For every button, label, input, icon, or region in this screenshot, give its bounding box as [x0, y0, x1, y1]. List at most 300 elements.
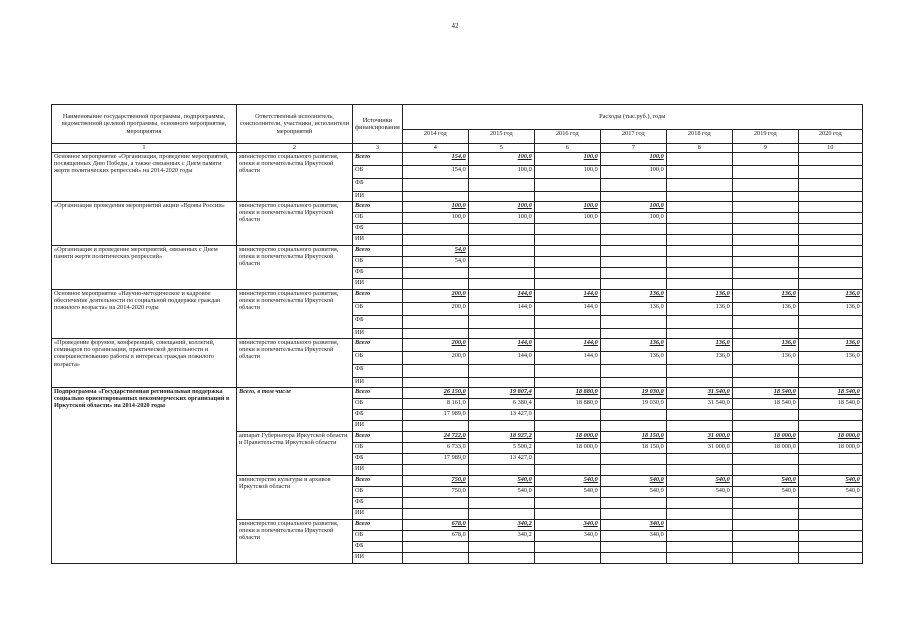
funding-source: ФБ	[353, 224, 403, 235]
executor: министерство социального развития, опеки и попечительства Иркутской области	[237, 153, 353, 202]
amount-cell: 750,0	[402, 476, 468, 487]
amount-cell: 6 380,4	[468, 399, 534, 410]
amount-cell: 100,0	[534, 202, 600, 213]
funding-source: Всего	[353, 153, 403, 166]
amount-cell	[402, 268, 468, 279]
amount-cell: 136,0	[666, 290, 732, 303]
amount-cell: 19 030,0	[600, 388, 666, 399]
amount-cell	[468, 246, 534, 257]
amount-cell: 31 540,0	[666, 399, 732, 410]
funding-source: ИИ	[353, 553, 403, 564]
amount-cell	[402, 542, 468, 553]
executor: аппарат Губернатора Иркутской области и Правительства Иркутской области	[237, 432, 353, 476]
amount-cell	[666, 378, 732, 388]
funding-source: ИИ	[353, 192, 403, 202]
amount-cell: 340,0	[600, 531, 666, 542]
amount-cell	[468, 421, 534, 432]
amount-cell: 136,0	[798, 303, 862, 316]
amount-cell	[798, 246, 862, 257]
amount-cell: 340,2	[468, 531, 534, 542]
amount-cell	[600, 553, 666, 564]
amount-cell	[468, 224, 534, 235]
amount-cell	[534, 421, 600, 432]
amount-cell: 136,0	[666, 303, 732, 316]
amount-cell: 18 540,0	[732, 399, 798, 410]
amount-cell	[732, 268, 798, 279]
funding-source: ФБ	[353, 498, 403, 509]
amount-cell	[666, 465, 732, 476]
amount-cell: 17 989,0	[402, 410, 468, 421]
header-year: 2019 год	[732, 130, 798, 144]
amount-cell	[402, 329, 468, 339]
amount-cell	[666, 410, 732, 421]
amount-cell: 18 540,0	[798, 399, 862, 410]
header-year: 2016 год	[534, 130, 600, 144]
amount-cell	[666, 153, 732, 166]
amount-cell: 136,0	[600, 352, 666, 365]
amount-cell: 18 150,0	[600, 432, 666, 443]
amount-cell	[666, 235, 732, 246]
amount-cell	[798, 213, 862, 224]
amount-cell	[534, 268, 600, 279]
amount-cell	[402, 224, 468, 235]
amount-cell	[468, 192, 534, 202]
item-name: «Организация и проведение мероприятий, связанных с Днем памяти жертв политических репрессий»	[52, 246, 237, 290]
funding-source: ИИ	[353, 465, 403, 476]
amount-cell	[468, 542, 534, 553]
amount-cell	[798, 365, 862, 378]
amount-cell	[732, 316, 798, 329]
item-name: Основное мероприятие «Научно-методическое и кадровое обеспечение деятельности по социальной поддержке граждан пожилого возраста» на 2014-2020 годы	[52, 290, 237, 339]
table-row	[52, 388, 863, 399]
funding-source: ИИ	[353, 378, 403, 388]
amount-cell: 340,2	[468, 520, 534, 531]
amount-cell: 540,0	[666, 476, 732, 487]
amount-cell: 540,0	[468, 487, 534, 498]
column-number: 6	[534, 144, 600, 153]
amount-cell	[732, 235, 798, 246]
executor: министерство социального развития, опеки и попечительства Иркутской области	[237, 290, 353, 339]
amount-cell: 678,0	[402, 520, 468, 531]
amount-cell	[732, 192, 798, 202]
funding-source: Всего	[353, 202, 403, 213]
amount-cell	[468, 465, 534, 476]
amount-cell: 100,0	[534, 153, 600, 166]
amount-cell	[600, 542, 666, 553]
funding-source: ОБ	[353, 352, 403, 365]
amount-cell	[468, 498, 534, 509]
amount-cell	[534, 498, 600, 509]
amount-cell	[732, 279, 798, 290]
amount-cell	[666, 421, 732, 432]
amount-cell: 200,0	[402, 339, 468, 352]
amount-cell	[666, 179, 732, 192]
amount-cell	[798, 465, 862, 476]
amount-cell	[732, 224, 798, 235]
funding-source: ФБ	[353, 542, 403, 553]
amount-cell: 54,0	[402, 257, 468, 268]
header-executor: Ответственный исполнитель, соисполнители, участники, исполнители мероприятий	[237, 105, 353, 144]
amount-cell	[402, 179, 468, 192]
amount-cell	[732, 542, 798, 553]
amount-cell	[666, 268, 732, 279]
amount-cell	[534, 542, 600, 553]
amount-cell	[666, 316, 732, 329]
amount-cell	[534, 179, 600, 192]
item-name: Основное мероприятие «Организация, проведение мероприятий, посвященных Дню Победы, а также связанных с Днем памяти жертв политических репрессий» на 2014-2020 годы	[52, 153, 237, 202]
amount-cell: 18 000,0	[798, 443, 862, 454]
amount-cell: 136,0	[798, 290, 862, 303]
funding-source: ИИ	[353, 279, 403, 290]
amount-cell: 6 733,0	[402, 443, 468, 454]
amount-cell	[600, 329, 666, 339]
amount-cell	[666, 166, 732, 179]
amount-cell	[666, 246, 732, 257]
header-year: 2017 год	[600, 130, 666, 144]
amount-cell	[666, 329, 732, 339]
amount-cell: 100,0	[534, 213, 600, 224]
amount-cell: 100,0	[600, 166, 666, 179]
amount-cell	[798, 268, 862, 279]
amount-cell: 136,0	[600, 339, 666, 352]
amount-cell	[534, 378, 600, 388]
amount-cell	[534, 224, 600, 235]
funding-source: ОБ	[353, 443, 403, 454]
amount-cell	[402, 498, 468, 509]
amount-cell: 144,0	[534, 339, 600, 352]
header-expenses: Расходы (тыс.руб.), годы	[402, 105, 862, 130]
amount-cell	[402, 365, 468, 378]
amount-cell	[666, 213, 732, 224]
amount-cell	[600, 509, 666, 520]
amount-cell: 540,0	[798, 476, 862, 487]
amount-cell	[732, 410, 798, 421]
amount-cell: 18 000,0	[798, 432, 862, 443]
amount-cell: 540,0	[798, 487, 862, 498]
amount-cell	[468, 329, 534, 339]
amount-cell	[666, 531, 732, 542]
funding-source: ФБ	[353, 268, 403, 279]
amount-cell	[732, 531, 798, 542]
amount-cell: 144,0	[468, 303, 534, 316]
amount-cell: 19 030,0	[600, 399, 666, 410]
amount-cell: 678,0	[402, 531, 468, 542]
amount-cell	[732, 257, 798, 268]
amount-cell	[798, 421, 862, 432]
amount-cell: 136,0	[798, 339, 862, 352]
amount-cell	[666, 257, 732, 268]
amount-cell	[600, 454, 666, 465]
amount-cell	[534, 365, 600, 378]
column-number: 2	[237, 144, 353, 153]
funding-source: ИИ	[353, 329, 403, 339]
header-year: 2014 год	[402, 130, 468, 144]
amount-cell	[534, 329, 600, 339]
funding-source: ОБ	[353, 166, 403, 179]
executor: министерство культуры и архивов Иркутской области	[237, 476, 353, 520]
amount-cell	[534, 192, 600, 202]
amount-cell	[468, 509, 534, 520]
amount-cell: 100,0	[600, 153, 666, 166]
amount-cell	[600, 498, 666, 509]
amount-cell	[798, 192, 862, 202]
amount-cell: 136,0	[666, 339, 732, 352]
amount-cell: 24 722,0	[402, 432, 468, 443]
amount-cell	[732, 454, 798, 465]
amount-cell	[666, 553, 732, 564]
amount-cell	[732, 329, 798, 339]
funding-source: Всего	[353, 290, 403, 303]
amount-cell	[600, 465, 666, 476]
amount-cell	[534, 465, 600, 476]
amount-cell	[534, 454, 600, 465]
column-number: 3	[353, 144, 403, 153]
amount-cell	[600, 179, 666, 192]
amount-cell: 144,0	[468, 290, 534, 303]
funding-source: Всего	[353, 339, 403, 352]
amount-cell	[468, 268, 534, 279]
amount-cell	[798, 531, 862, 542]
amount-cell	[402, 279, 468, 290]
amount-cell	[798, 553, 862, 564]
funding-source: ФБ	[353, 179, 403, 192]
column-number: 9	[732, 144, 798, 153]
amount-cell	[600, 192, 666, 202]
funding-source: Всего	[353, 388, 403, 399]
amount-cell	[600, 268, 666, 279]
amount-cell	[666, 192, 732, 202]
funding-source: ОБ	[353, 257, 403, 268]
amount-cell	[798, 410, 862, 421]
amount-cell	[666, 279, 732, 290]
amount-cell: 8 161,0	[402, 399, 468, 410]
executor: министерство социального развития, опеки и попечительства Иркутской области	[237, 520, 353, 564]
amount-cell	[468, 553, 534, 564]
amount-cell: 144,0	[534, 303, 600, 316]
amount-cell: 144,0	[534, 352, 600, 365]
amount-cell	[732, 179, 798, 192]
amount-cell	[798, 454, 862, 465]
item-name: «Организация проведения мероприятий акции «Вдовы России»	[52, 202, 237, 246]
amount-cell: 100,0	[402, 202, 468, 213]
funding-source: ИИ	[353, 235, 403, 246]
amount-cell: 18 150,0	[600, 443, 666, 454]
amount-cell: 31 000,0	[666, 432, 732, 443]
amount-cell: 18 540,0	[732, 388, 798, 399]
column-number: 4	[402, 144, 468, 153]
amount-cell	[666, 520, 732, 531]
amount-cell	[468, 378, 534, 388]
table-row	[52, 202, 863, 213]
amount-cell	[798, 179, 862, 192]
amount-cell	[798, 202, 862, 213]
amount-cell	[732, 153, 798, 166]
amount-cell: 136,0	[666, 352, 732, 365]
header-year: 2018 год	[666, 130, 732, 144]
amount-cell: 200,0	[402, 303, 468, 316]
amount-cell: 100,0	[402, 213, 468, 224]
amount-cell	[468, 316, 534, 329]
amount-cell: 540,0	[732, 487, 798, 498]
table-row	[52, 339, 863, 352]
amount-cell	[666, 224, 732, 235]
amount-cell: 540,0	[534, 476, 600, 487]
amount-cell: 18 000,0	[732, 432, 798, 443]
amount-cell	[402, 192, 468, 202]
amount-cell	[600, 421, 666, 432]
amount-cell	[534, 509, 600, 520]
amount-cell: 100,0	[468, 202, 534, 213]
amount-cell	[402, 553, 468, 564]
funding-source: ФБ	[353, 454, 403, 465]
amount-cell	[534, 246, 600, 257]
amount-cell: 154,0	[402, 166, 468, 179]
amount-cell: 18 000,0	[534, 443, 600, 454]
amount-cell	[666, 542, 732, 553]
amount-cell: 13 427,0	[468, 410, 534, 421]
amount-cell: 19 807,4	[468, 388, 534, 399]
amount-cell	[600, 224, 666, 235]
amount-cell: 136,0	[732, 303, 798, 316]
table-row	[52, 290, 863, 303]
funding-source: ИИ	[353, 421, 403, 432]
amount-cell	[666, 498, 732, 509]
amount-cell	[798, 166, 862, 179]
amount-cell	[402, 465, 468, 476]
amount-cell: 540,0	[600, 476, 666, 487]
amount-cell	[666, 509, 732, 520]
amount-cell: 100,0	[534, 166, 600, 179]
amount-cell	[402, 378, 468, 388]
amount-cell: 100,0	[468, 166, 534, 179]
header-name: Наименование государственной программы, подпрограммы, ведомственной целевой программы, основного мероприятия, мероприятия	[52, 105, 237, 144]
amount-cell: 540,0	[534, 487, 600, 498]
amount-cell	[666, 202, 732, 213]
funding-source: ИИ	[353, 509, 403, 520]
amount-cell	[534, 410, 600, 421]
amount-cell: 5 500,2	[468, 443, 534, 454]
amount-cell: 54,0	[402, 246, 468, 257]
amount-cell: 136,0	[600, 290, 666, 303]
amount-cell	[534, 235, 600, 246]
executor: Всего, в том числе	[237, 388, 353, 432]
amount-cell	[666, 365, 732, 378]
funding-source: ОБ	[353, 213, 403, 224]
amount-cell: 540,0	[666, 487, 732, 498]
amount-cell: 100,0	[600, 202, 666, 213]
column-numbers-row	[52, 144, 863, 153]
amount-cell: 144,0	[468, 339, 534, 352]
column-number: 1	[52, 144, 237, 153]
amount-cell	[798, 520, 862, 531]
amount-cell	[798, 224, 862, 235]
page-number: 42	[451, 22, 459, 30]
funding-source: ФБ	[353, 365, 403, 378]
amount-cell	[468, 179, 534, 192]
amount-cell: 18 927,2	[468, 432, 534, 443]
column-number: 7	[600, 144, 666, 153]
amount-cell: 144,0	[534, 290, 600, 303]
amount-cell	[732, 421, 798, 432]
amount-cell: 18 000,0	[732, 443, 798, 454]
amount-cell: 136,0	[732, 339, 798, 352]
amount-cell: 136,0	[732, 352, 798, 365]
amount-cell	[600, 365, 666, 378]
amount-cell: 340,0	[534, 531, 600, 542]
amount-cell	[732, 378, 798, 388]
amount-cell	[402, 235, 468, 246]
amount-cell	[798, 498, 862, 509]
amount-cell: 540,0	[600, 487, 666, 498]
header-year: 2020 год	[798, 130, 862, 144]
amount-cell	[402, 509, 468, 520]
funding-source: Всего	[353, 432, 403, 443]
amount-cell: 13 427,0	[468, 454, 534, 465]
amount-cell	[732, 365, 798, 378]
amount-cell: 18 880,0	[534, 399, 600, 410]
executor: министерство социального развития, опеки и попечительства Иркутской области	[237, 246, 353, 290]
amount-cell: 540,0	[732, 476, 798, 487]
amount-cell: 136,0	[600, 303, 666, 316]
amount-cell	[732, 498, 798, 509]
amount-cell	[732, 166, 798, 179]
amount-cell: 540,0	[468, 476, 534, 487]
table-row	[52, 246, 863, 257]
amount-cell	[732, 202, 798, 213]
funding-source: Всего	[353, 476, 403, 487]
amount-cell	[600, 378, 666, 388]
amount-cell: 100,0	[600, 213, 666, 224]
amount-cell	[798, 257, 862, 268]
amount-cell: 750,0	[402, 487, 468, 498]
amount-cell	[732, 553, 798, 564]
funding-source: ОБ	[353, 303, 403, 316]
table-row	[52, 153, 863, 166]
amount-cell: 26 150,0	[402, 388, 468, 399]
funding-source: ОБ	[353, 487, 403, 498]
amount-cell	[468, 257, 534, 268]
column-number: 8	[666, 144, 732, 153]
amount-cell: 340,0	[600, 520, 666, 531]
funding-source: Всего	[353, 246, 403, 257]
budget-table	[51, 104, 863, 564]
amount-cell: 18 540,0	[798, 388, 862, 399]
amount-cell: 18 000,0	[534, 432, 600, 443]
amount-cell	[468, 365, 534, 378]
amount-cell	[402, 421, 468, 432]
funding-source: ФБ	[353, 316, 403, 329]
header-source: Источники финансирования	[353, 105, 403, 144]
amount-cell: 136,0	[798, 352, 862, 365]
executor: министерство социального развития, опеки и попечительства Иркутской области	[237, 202, 353, 246]
amount-cell: 154,0	[402, 153, 468, 166]
amount-cell: 144,0	[468, 352, 534, 365]
amount-cell	[798, 279, 862, 290]
amount-cell	[798, 542, 862, 553]
amount-cell	[798, 329, 862, 339]
amount-cell	[732, 465, 798, 476]
executor: министерство социального развития, опеки и попечительства Иркутской области	[237, 339, 353, 388]
column-number: 5	[468, 144, 534, 153]
funding-source: Всего	[353, 520, 403, 531]
header-row-top	[52, 105, 863, 130]
amount-cell: 100,0	[468, 153, 534, 166]
amount-cell	[666, 454, 732, 465]
amount-cell	[600, 279, 666, 290]
amount-cell: 31 540,0	[666, 388, 732, 399]
header-year: 2015 год	[468, 130, 534, 144]
amount-cell	[798, 378, 862, 388]
